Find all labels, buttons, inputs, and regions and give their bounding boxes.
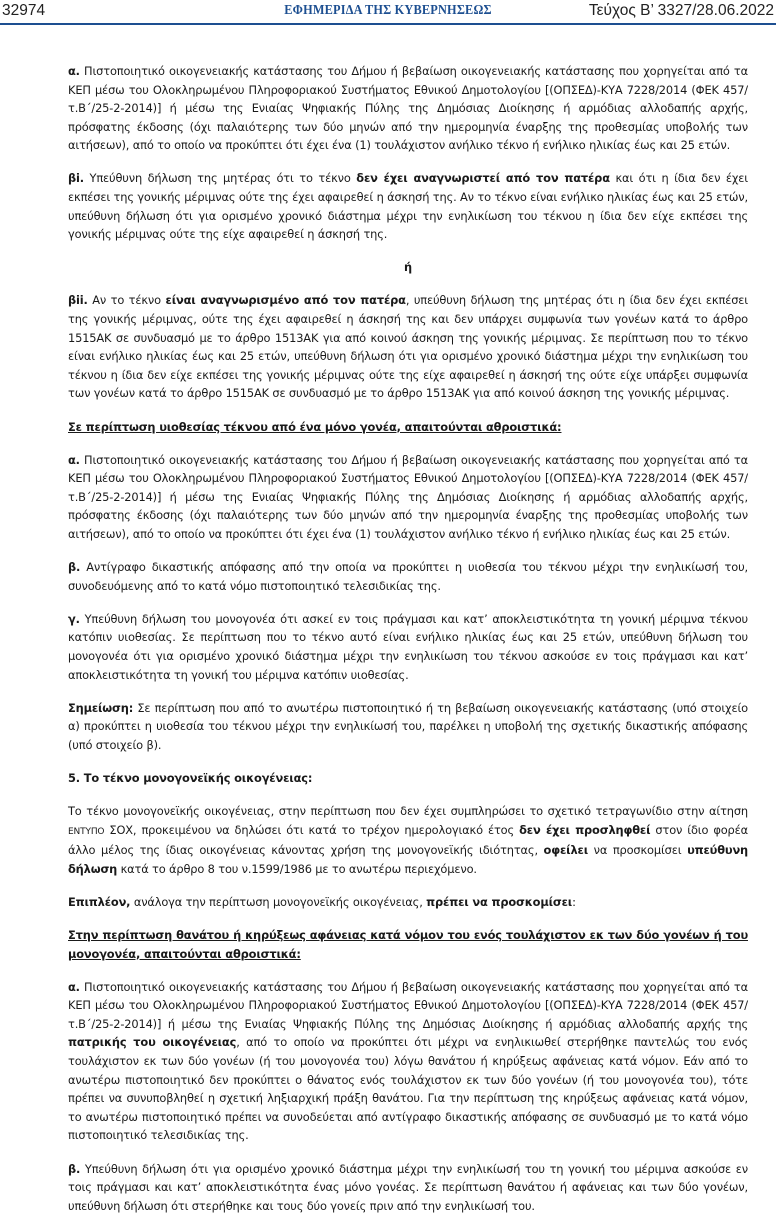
item-label: α. (68, 64, 80, 78)
section-5-heading: 5. Το τέκνο μονογονεϊκής οικογένειας: (68, 770, 313, 785)
document-body (68, 62, 748, 1230)
adoption-paragraph-beta: β. Αντίγραφο δικαστικής απόφασης από την οποία να προκύπτει η υιοθεσία του τέκνου μέχρι την ενηλικίωσή του, συνοδευόμενης από το κατά νόμο πιστοποιητικό τελεσιδικίας της. (68, 560, 748, 593)
issue-reference: Τεύχος Β’ 3327/28.06.2022 (588, 2, 774, 19)
or-separator: ή (404, 260, 412, 275)
death-paragraph-alpha: α. Πιστοποιητικό οικογενειακής κατάστασης του Δήμου ή βεβαίωση οικογενειακής κατάστασης που χορηγείται από τα ΚΕΠ μέσω του Ολοκληρωμένου Πληροφοριακού Συστήματος Εθνικού Δημοτολογίου [(ΟΠΣΕΔ)-ΚΥΑ 7228/2014 (ΦΕΚ 457/τ.Β΄/25-2-2014)] ή μέσω της Ενιαίας Ψηφιακής Πύλης της Δημόσιας Διοίκησης ή αρμόδιας αλλοδαπής αρχής της πατρικής του οικογένειας, από το οποίο να προκύπτει ότι μέχρι να ενηλικιωθεί στερήθηκε παντελώς του ενός τουλάχιστον εκ των δύο γονέων (ή του μονογονέα του) λόγω θανάτου ή κηρύξεως αφάνειας κατά νόμον. Εάν από το ανωτέρω πιστοποιητικό δεν προκύπτει ο θάνατος ενός τουλάχιστον εκ των δύο γονέων (ή του μονογονέα του), τότε πρέπει να συνυποβληθεί η σχετική ληξιαρχική πράξη θανάτου. Για την περίπτωση της κηρύξεως αφάνειας κατά νόμον, το ανωτέρω πιστοποιητικό πρέπει να συνοδεύεται από αντίγραφο δικαστικής απόφασης σε συνδυασμό με το κατά νόμο πιστοποιητικό τελεσιδικίας της. (68, 979, 749, 1143)
item-label: βii. (68, 293, 88, 308)
adoption-note: Σημείωση: Σε περίπτωση που από το ανωτέρω πιστοποιητικό ή τη βεβαίωση οικογενειακής κατάστασης (υπό στοιχείο α) προκύπτει η υιοθεσία του τέκνου μέχρι την ενηλικίωσή του, παρέλκει η υποβολή της σχετικής δικαστικής απόφασης (υπό στοιχείο β). (68, 700, 748, 752)
page-header (0, 0, 776, 26)
gazette-title: ΕΦΗΜΕΡΙΔΑ ΤΗΣ ΚΥΒΕΡΝΗΣΕΩΣ (284, 3, 492, 18)
item-label: βi. (68, 171, 84, 186)
section-5-paragraph-1: Το τέκνο μονογονεϊκής οικογένειας, στην περίπτωση που δεν έχει συμπληρώσει το σχετικό τετραγωνίδιο στην αίτηση ΕΝΤΥΠΟ ΣΟΧ, προκειμένου να δηλώσει ότι κατά το τρέχον ημερολογιακό έτος δεν έχει προσληφθεί στον ίδιο φορέα άλλο μέλος της ίδιας οικογένειας κάνοντας χρήση της μονογονεϊκής ιδιότητας, οφείλει να προσκομίσει υπεύθυνη δήλωση κατά το άρθρο 8 του ν.1599/1986 με το ανωτέρω περιεχόμενο. (68, 804, 749, 876)
paragraph-beta-i: βi. Υπεύθυνη δήλωση της μητέρας ότι το τέκνο δεν έχει αναγνωριστεί από τον πατέρα και ότι η ίδια δεν έχει εκπέσει της γονικής μέριμνας ούτε της έχει αφαιρεθεί η άσκησή της. Αν το τέκνο είναι ενήλικο ηλικίας έως και 25 ετών, υπεύθυνη δήλωση ότι για ορισμένο χρονικό διάστημα μέχρι την ενηλικίωση του τέκνου η ίδια δεν είχε εκπέσει της γονικής μέριμνας ούτε της είχε αφαιρεθεί η άσκησή της. (68, 171, 749, 242)
page-number: 32974 (2, 2, 46, 19)
adoption-paragraph-alpha: α. Πιστοποιητικό οικογενειακής κατάστασης του Δήμου ή βεβαίωση οικογενειακής κατάστασης που χορηγείται από τα ΚΕΠ μέσω του Ολοκληρωμένου Πληροφοριακού Συστήματος Εθνικού Δημοτολογίου [(ΟΠΣΕΔ)-ΚΥΑ 7228/2014 (ΦΕΚ 457/τ.Β΄/25-2-2014)] ή μέσω της Ενιαίας Ψηφιακής Πύλης της Δημόσιας Διοίκησης ή αρμόδιας αλλοδαπής αρχής, πρόσφατης έκδοσης (όχι παλαιότερης των δύο μηνών από την ημερομηνία έναρξης της προθεσμίας υποβολής των αιτήσεων), από το οποίο να προκύπτει ότι έχει ένα (1) τουλάχιστον ανήλικο τέκνο ή ενήλικο ηλικίας έως και 25 ετών. (68, 452, 748, 541)
paragraph-alpha: α. Πιστοποιητικό οικογενειακής κατάστασης του Δήμου ή βεβαίωση οικογενειακής κατάστασης που χορηγείται από τα ΚΕΠ μέσω του Ολοκληρωμένου Πληροφοριακού Συστήματος Εθνικού Δημοτολογίου [(ΟΠΣΕΔ)-ΚΥΑ 7228/2014 (ΦΕΚ 457/τ.Β΄/25-2-2014)] ή μέσω της Ενιαίας Ψηφιακής Πύλης της Δημόσιας Διοίκησης ή αρμόδιας αλλοδαπής αρχής, πρόσφατης έκδοσης (όχι παλαιότερης των δύο μηνών από την ημερομηνία έναρξης της προθεσμίας υποβολής των αιτήσεων), από το οποίο να προκύπτει ότι έχει ένα (1) τουλάχιστον ανήλικο τέκνο ή ενήλικο ηλικίας έως και 25 ετών. (68, 64, 748, 153)
header-rule (0, 23, 776, 25)
death-paragraph-beta: β. Υπεύθυνη δήλωση ότι για ορισμένο χρονικό διάστημα μέχρι την ενηλικίωσή του τη γονική του μέριμνα ασκούσε εν τοις πράγμασι και κατ’ αποκλειστικότητα ένας μόνο γονέας. Σε περίπτωση θανάτου ή αφάνειας και των δύο γονέων, υπεύθυνη δήλωση ότι στερήθηκε και τους δύο γονείς πριν από την ενηλικίωσή του. (68, 1161, 748, 1213)
adoption-paragraph-gamma: γ. Υπεύθυνη δήλωση του μονογονέα ότι ασκεί εν τοις πράγμασι και κατ’ αποκλειστικότητα τη γονική μέριμνα τέκνου κατόπιν υιοθεσίας. Σε περίπτωση που το τέκνο αυτό είναι ενήλικο ηλικίας έως και 25 ετών, υπεύθυνη δήλωση του μονογονέα ότι για ορισμένο χρονικό διάστημα μέχρι την ενηλικίωση του τέκνου ασκούσε εν τοις πράγμασι και κατ’ αποκλειστικότητα τη γονική του μέριμνα κατόπιν υιοθεσίας. (68, 611, 748, 682)
adoption-heading: Σε περίπτωση υιοθεσίας τέκνου από ένα μόνο γονέα, απαιτούνται αθροιστικά: (68, 419, 562, 434)
section-5-paragraph-2: Επιπλέον, ανάλογα την περίπτωση μονογονεϊκής οικογένειας, πρέπει να προσκομίσει: (68, 894, 576, 909)
paragraph-beta-ii: βii. Αν το τέκνο είναι αναγνωρισμένο από τον πατέρα, υπεύθυνη δήλωση της μητέρας ότι η ίδια δεν έχει εκπέσει της γονικής μέριμνας, ούτε της έχει αφαιρεθεί η άσκησή της και δεν υπάρχει συμφωνία των γονέων κατά το άρθρο 1515ΑΚ σε συνδυασμό με το άρθρο 1513ΑΚ για από κοινού άσκηση της γονικής μέριμνας. Σε περίπτωση που το τέκνο είναι ενήλικο ηλικίας έως και 25 ετών, υπεύθυνη δήλωση ότι για ορισμένο χρονικό διάστημα μέχρι την ενηλικίωση του τέκνου η ίδια δεν είχε εκπέσει της γονικής μέριμνας ούτε της είχε αφαιρεθεί η άσκησή της ούτε είχε υπάρξει συμφωνία των γονέων κατά το άρθρο 1515ΑΚ σε συνδυασμό με το άρθρο 1513ΑΚ για από κοινού άσκηση της γονικής μέριμνας. (68, 293, 748, 401)
death-heading: Στην περίπτωση θανάτου ή κηρύξεως αφάνειας κατά νόμον του ενός τουλάχιστον εκ των δύο γονέων ή του μονογονέα, απαιτούνται αθροιστικά: (68, 927, 748, 961)
